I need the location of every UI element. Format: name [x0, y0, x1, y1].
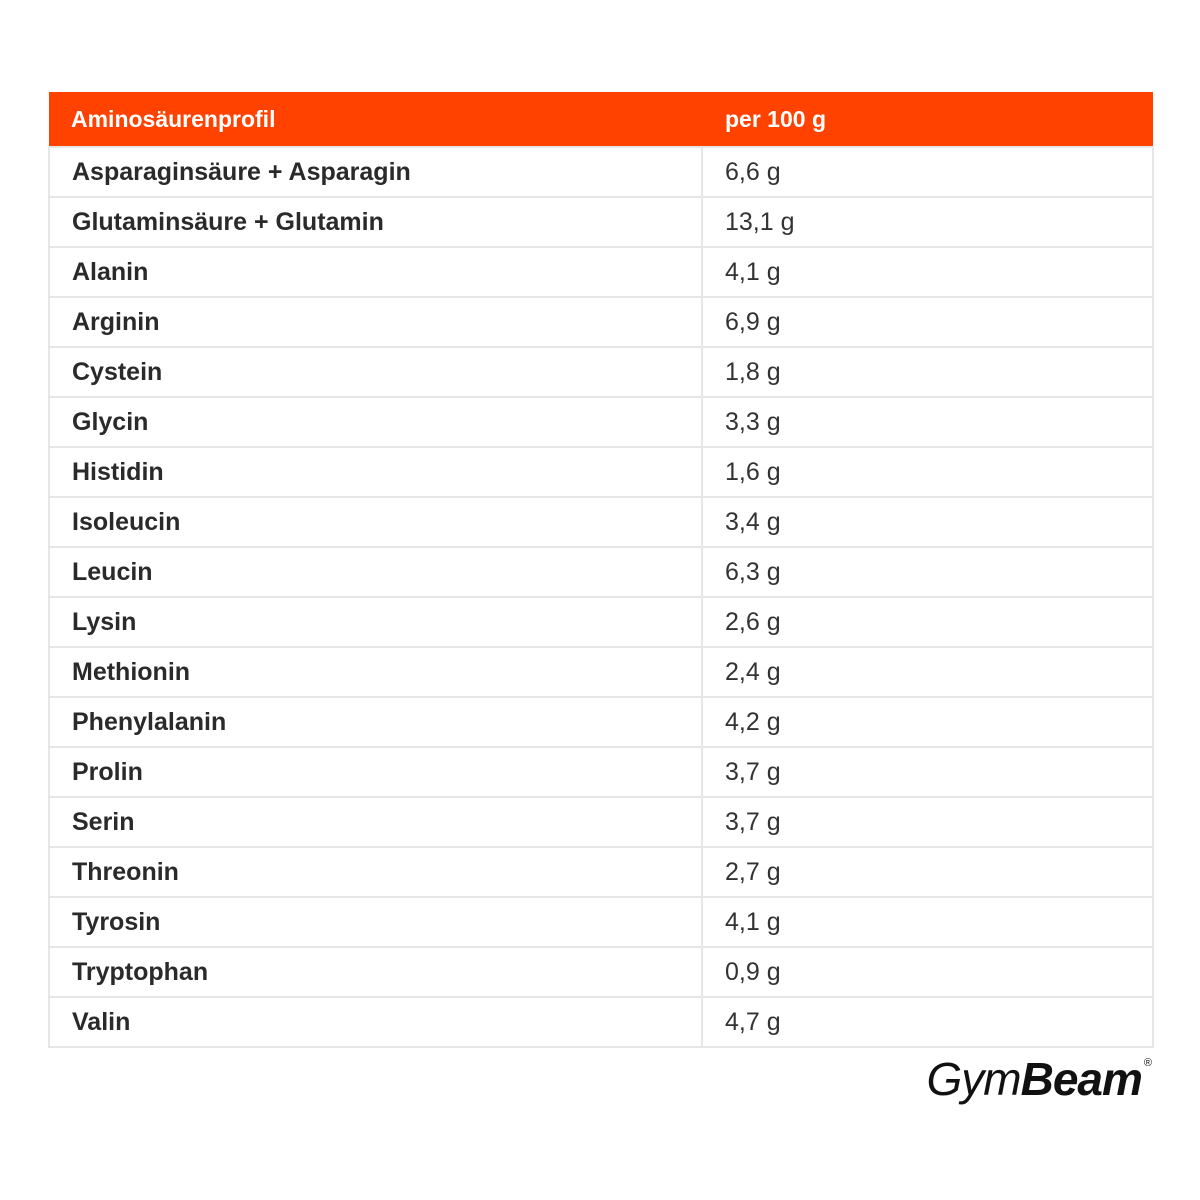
- amino-acid-name: Threonin: [49, 847, 702, 897]
- table-row: [49, 947, 1153, 997]
- amino-acid-name: Alanin: [49, 247, 702, 297]
- logo-gym-text: Gym: [926, 1053, 1021, 1105]
- logo-beam-text: Beam: [1020, 1053, 1142, 1105]
- header-per-100g: per 100 g: [702, 92, 1153, 147]
- amino-acid-value: 6,9 g: [702, 297, 1153, 347]
- table-row: [49, 997, 1153, 1047]
- amino-acid-name: Isoleucin: [49, 497, 702, 547]
- table-row: [49, 347, 1153, 397]
- table-header-row: [49, 92, 1153, 147]
- table-row: [49, 397, 1153, 447]
- amino-acid-name: Valin: [49, 997, 702, 1047]
- amino-acid-name: Tryptophan: [49, 947, 702, 997]
- amino-acid-name: Methionin: [49, 647, 702, 697]
- table-body: [49, 147, 1153, 1047]
- amino-acid-name: Prolin: [49, 747, 702, 797]
- amino-acid-value: 6,6 g: [702, 147, 1153, 197]
- registered-mark: ®: [1143, 1057, 1152, 1069]
- amino-acid-value: 3,4 g: [702, 497, 1153, 547]
- table-row: [49, 147, 1153, 197]
- header-amino-profile: Aminosäurenprofil: [49, 92, 702, 147]
- table-row: [49, 497, 1153, 547]
- amino-acid-value: 3,3 g: [702, 397, 1153, 447]
- table-row: [49, 697, 1153, 747]
- table-row: [49, 797, 1153, 847]
- table-row: [49, 847, 1153, 897]
- table-row: [49, 197, 1153, 247]
- amino-acid-value: 4,7 g: [702, 997, 1153, 1047]
- table-row: [49, 447, 1153, 497]
- table-row: [49, 647, 1153, 697]
- table-row: [49, 297, 1153, 347]
- amino-acid-value: 3,7 g: [702, 797, 1153, 847]
- amino-acid-name: Histidin: [49, 447, 702, 497]
- amino-acid-name: Tyrosin: [49, 897, 702, 947]
- amino-acid-value: 4,1 g: [702, 247, 1153, 297]
- table-row: [49, 897, 1153, 947]
- amino-acid-value: 1,6 g: [702, 447, 1153, 497]
- amino-acid-name: Cystein: [49, 347, 702, 397]
- amino-acid-value: 4,2 g: [702, 697, 1153, 747]
- amino-acid-value: 2,7 g: [702, 847, 1153, 897]
- amino-acid-name: Phenylalanin: [49, 697, 702, 747]
- amino-acid-value: 2,6 g: [702, 597, 1153, 647]
- table-row: [49, 547, 1153, 597]
- amino-acid-value: 6,3 g: [702, 547, 1153, 597]
- amino-acid-name: Asparaginsäure + Asparagin: [49, 147, 702, 197]
- gymbeam-logo: [926, 1053, 1152, 1112]
- amino-acid-value: 3,7 g: [702, 747, 1153, 797]
- amino-acid-name: Serin: [49, 797, 702, 847]
- amino-acid-value: 2,4 g: [702, 647, 1153, 697]
- table-row: [49, 247, 1153, 297]
- amino-acid-name: Glutaminsäure + Glutamin: [49, 197, 702, 247]
- table-row: [49, 747, 1153, 797]
- amino-acid-name: Leucin: [49, 547, 702, 597]
- amino-acid-value: 4,1 g: [702, 897, 1153, 947]
- amino-acid-name: Glycin: [49, 397, 702, 447]
- amino-acid-name: Arginin: [49, 297, 702, 347]
- amino-acid-table: [48, 92, 1154, 1048]
- amino-acid-value: 0,9 g: [702, 947, 1153, 997]
- amino-acid-value: 13,1 g: [702, 197, 1153, 247]
- amino-acid-name: Lysin: [49, 597, 702, 647]
- amino-acid-value: 1,8 g: [702, 347, 1153, 397]
- table-row: [49, 597, 1153, 647]
